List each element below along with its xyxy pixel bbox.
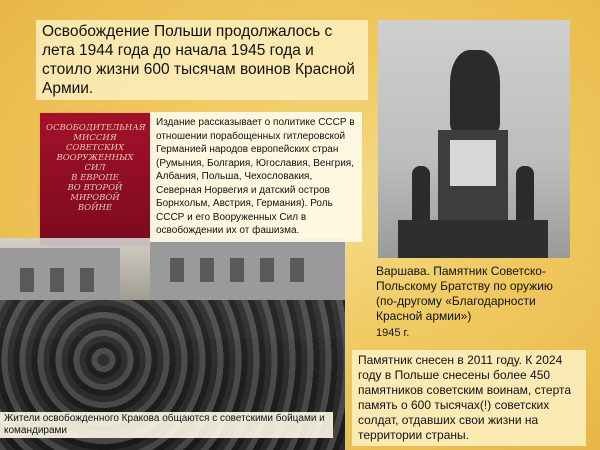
photo-caption: Жители освобожденного Кракова общаются с советскими бойцами и командирами xyxy=(0,412,333,438)
book-cover-image xyxy=(40,113,150,245)
monument-caption xyxy=(376,264,576,341)
book-description: Издание рассказывает о политике СССР в отношении порабощенных гитлеровской Германией народов европейских стран (Румыния, Болгария, Югославия, Венгрия, Албания, Польша, Чехословакия, Северная Норвегия и датский остров Борнхольм, Австрия, Германия). Роль СССР и его Вооруженных Сил в освобождении их от фашизма. xyxy=(150,112,362,242)
slide-title: Освобождение Польши продолжалось с лета 1944 года до начала 1945 года и стоило жизни 600 тысячам воинов Красной Армии. xyxy=(36,20,368,100)
book-cover-title: ОСВОБОДИТЕЛЬНАЯ МИССИЯ СОВЕТСКИХ ВООРУЖЕННЫХ СИЛ В ЕВРОПЕ ВО ВТОРОЙ МИРОВОЙ ВОЙНЕ xyxy=(46,123,146,213)
monument-year: 1945 г. xyxy=(376,327,410,339)
warsaw-monument-photo xyxy=(378,20,570,258)
monument-caption-text: Варшава. Памятник Советско-Польскому Братству по оружию (по-другому «Благодарности Красной армии») xyxy=(376,264,553,323)
demolition-info: Памятник снесен в 2011 году. К 2024 году в Польше снесены более 450 памятников советским воинам, стерта память о 600 тысячах(!) советских солдат, отдавших свои жизни на территории страны. xyxy=(352,350,586,446)
